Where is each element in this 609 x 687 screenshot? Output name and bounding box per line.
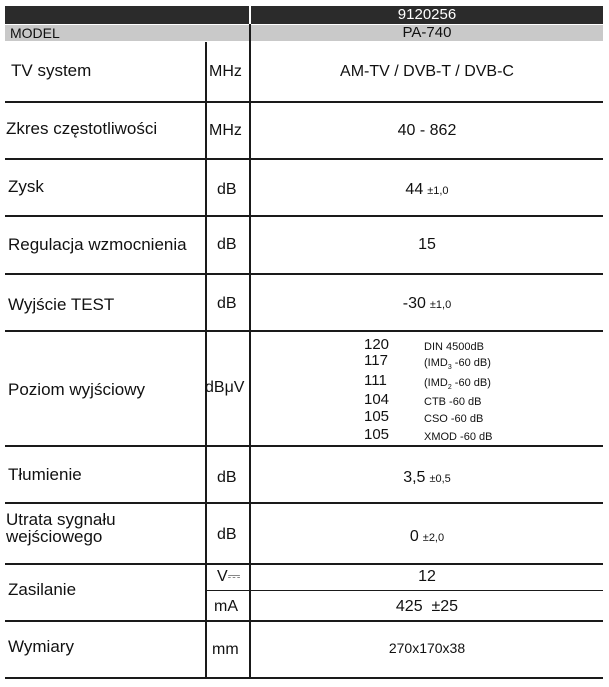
input-loss-tolerance: ±2,0	[422, 532, 445, 544]
test-output-tolerance: ±1,0	[429, 299, 452, 311]
gain-tolerance: ±1,0	[427, 185, 449, 197]
row-divider	[5, 563, 603, 565]
model-value: PA-740	[402, 24, 452, 41]
row-unit-current: mA	[214, 598, 238, 615]
row-value-test-output	[251, 294, 603, 315]
row-label-power: Zasilanie	[8, 580, 77, 599]
output-level-value: 111	[364, 372, 387, 389]
row-divider	[5, 502, 603, 504]
row-divider	[5, 215, 603, 217]
row-unit-gain: dB	[217, 181, 237, 198]
row-divider	[5, 101, 603, 103]
input-loss-value: 0	[409, 528, 419, 545]
row-label-attenuation: Tłumienie	[8, 465, 82, 484]
product-code: 9120256	[397, 6, 457, 23]
row-value-dimensions: 270x170x38	[388, 640, 466, 656]
row-value-frequency: 40 - 862	[397, 122, 457, 139]
attenuation-tolerance: ±0,5	[429, 473, 451, 485]
row-divider	[5, 445, 603, 447]
row-unit-dimensions: mm	[212, 641, 239, 658]
row-value-tv-system: AM-TV / DVB-T / DVB-C	[340, 63, 514, 80]
test-output-value: -30	[402, 295, 426, 312]
output-level-desc: CTB -60 dB	[424, 396, 482, 408]
column-divider-left	[205, 42, 207, 678]
row-value-current: 425 ±25	[395, 598, 459, 615]
row-divider	[5, 158, 603, 160]
output-level-value: 120	[364, 336, 390, 353]
output-level-desc: ($IMD_2$ -60 dB)	[424, 377, 491, 392]
row-label-tv-system: TV system	[11, 61, 92, 80]
row-unit-input-loss: dB	[217, 526, 237, 543]
row-value-attenuation	[251, 468, 603, 489]
row-unit-voltage: V⎓	[217, 568, 241, 585]
row-unit-test-output: dB	[217, 295, 237, 312]
attenuation-value: 3,5	[403, 469, 426, 486]
row-value-input-loss	[251, 527, 603, 548]
row-label-frequency: Zkres częstotliwości	[6, 119, 158, 138]
row-label-output-level: Poziom wyjściowy	[8, 380, 145, 399]
row-value-gain	[251, 180, 603, 201]
output-level-value: 105	[364, 426, 390, 443]
output-level-value: 105	[364, 408, 390, 425]
row-unit-tv-system: MHz	[209, 63, 242, 80]
row-unit-attenuation: dB	[217, 469, 237, 486]
gain-value: 44	[405, 181, 424, 198]
row-unit-output-level: dBμV	[205, 379, 245, 396]
row-value-gain-regulation: 15	[418, 236, 436, 253]
row-divider	[5, 273, 603, 275]
output-level-desc: XMOD -60 dB	[424, 431, 493, 443]
header-left-bar	[5, 6, 249, 24]
output-level-value: 117	[364, 352, 388, 369]
row-label-input-loss: Utrata sygnału	[6, 510, 116, 529]
row-value-voltage: 12	[418, 568, 436, 585]
model-label: MODEL	[10, 25, 60, 41]
output-level-value: 104	[364, 391, 390, 408]
row-label-test-output: Wyjście TEST	[8, 295, 115, 314]
row-label-input-loss-line2: wejściowego	[6, 527, 103, 546]
output-level-desc: DIN 4500dB	[424, 341, 484, 353]
output-level-desc: ($IMD_3$ -60 dB)	[424, 357, 491, 372]
row-unit-gain-regulation: dB	[217, 236, 237, 253]
row-divider	[5, 620, 603, 622]
row-label-dimensions: Wymiary	[8, 637, 74, 656]
power-sub-divider	[205, 590, 603, 591]
output-level-desc: CSO -60 dB	[424, 413, 484, 425]
row-divider	[5, 330, 603, 332]
table-bottom-border	[5, 677, 603, 679]
row-label-gain: Zysk	[8, 177, 44, 196]
row-unit-frequency: MHz	[209, 122, 242, 139]
row-label-gain-regulation: Regulacja wzmocnienia	[8, 235, 187, 254]
